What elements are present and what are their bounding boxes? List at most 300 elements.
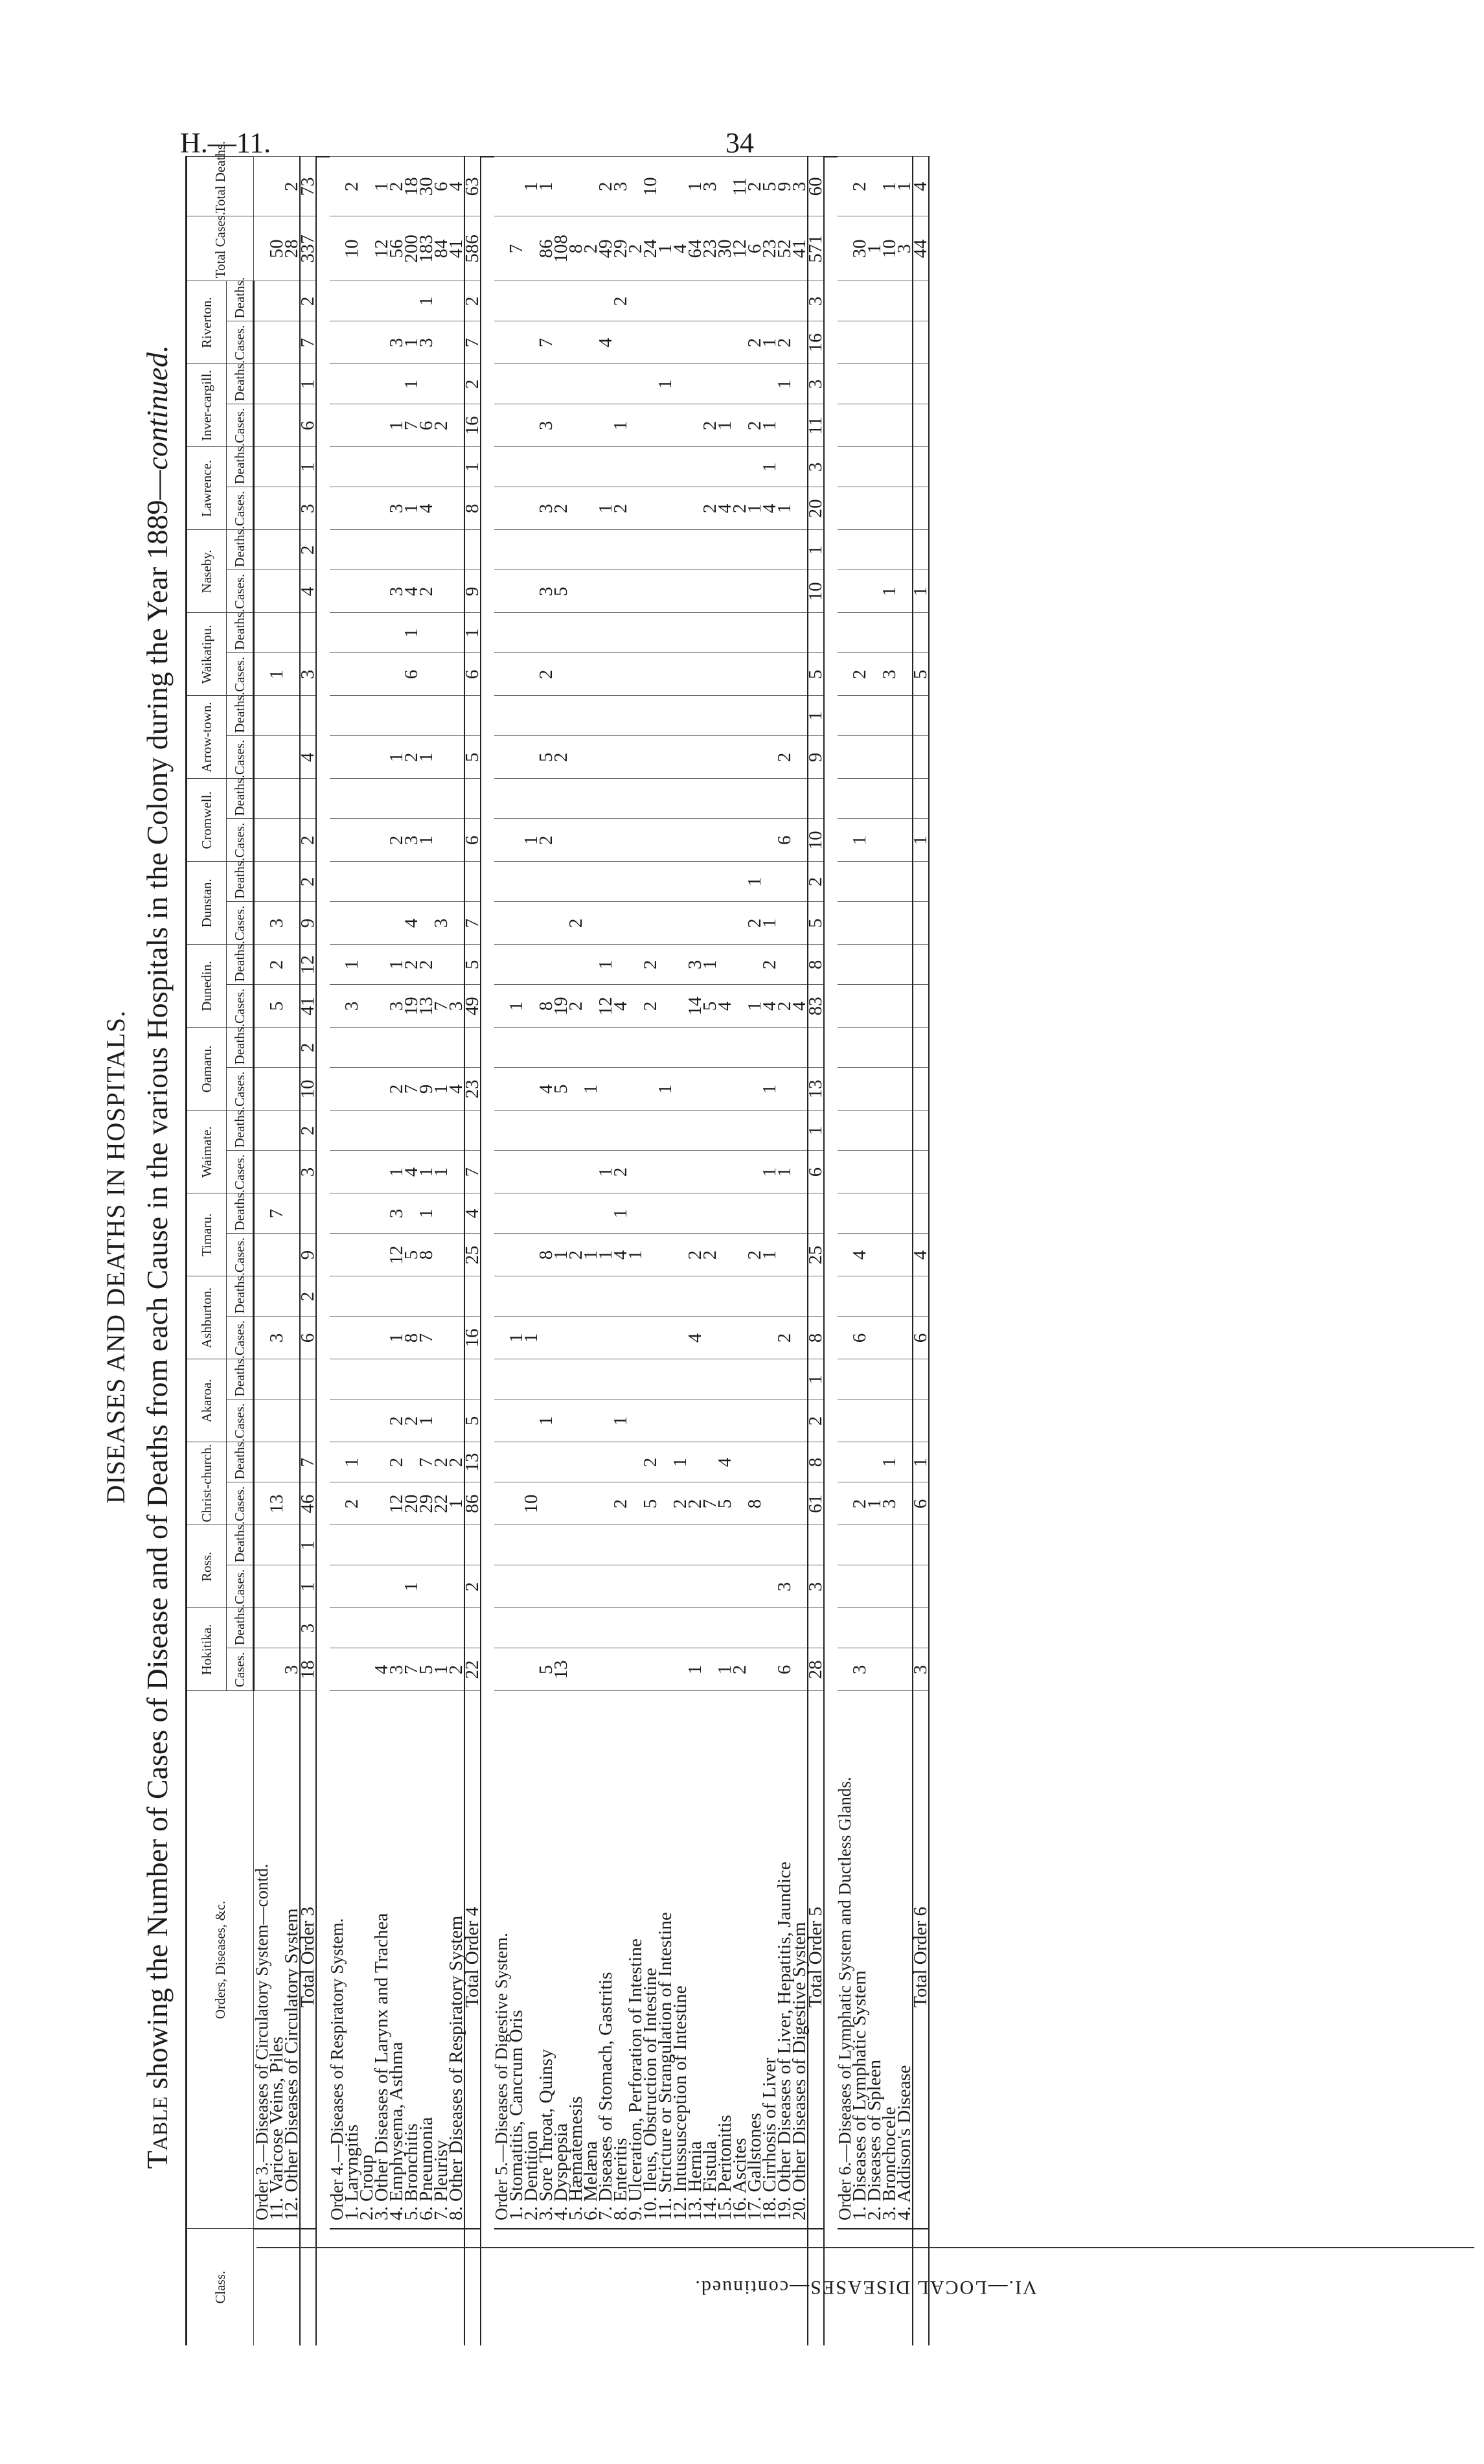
- cases-cell: [777, 570, 792, 613]
- cases-cell: [569, 404, 584, 447]
- deaths-cell: [748, 530, 762, 570]
- cases-cell: 1: [584, 1234, 599, 1276]
- cases-cell: 4: [419, 487, 434, 530]
- cases-cell: [569, 819, 584, 862]
- cases-cell: 12: [389, 1482, 404, 1525]
- cases-cell: 1: [389, 1317, 404, 1359]
- deaths-cell: [897, 1276, 913, 1317]
- cases-cell: 1: [404, 487, 419, 530]
- cases-cell: 1: [539, 1399, 554, 1442]
- deaths-cell: [539, 1442, 554, 1482]
- cases-cell: 16: [464, 404, 481, 447]
- disease-label: 3. Other Diseases of Larynx and Trachea: [374, 1691, 389, 2229]
- deaths-cell: [584, 1525, 599, 1565]
- deaths-cell: [882, 447, 897, 487]
- cases-cell: 3: [449, 985, 464, 1028]
- deaths-cell: [733, 1028, 748, 1068]
- cases-cell: [584, 819, 599, 862]
- deaths-cell: [389, 1608, 404, 1648]
- cases-cell: [345, 1068, 360, 1111]
- cases-cell: [643, 1151, 658, 1193]
- cases-cell: 13: [419, 985, 434, 1028]
- cases-cell: [897, 736, 913, 779]
- deaths-cell: [688, 862, 703, 902]
- total-cases-cell: 41: [449, 216, 464, 281]
- cases-cell: [628, 819, 643, 862]
- deaths-cell: [733, 530, 748, 570]
- deaths-cell: [777, 1608, 792, 1648]
- cases-cell: [345, 1317, 360, 1359]
- deaths-cell: [449, 1111, 464, 1151]
- deaths-cell: [494, 613, 509, 653]
- deaths-cell: [524, 1111, 539, 1151]
- cases-cell: [882, 487, 897, 530]
- deaths-cell: [464, 779, 481, 819]
- cases-cell: [599, 1648, 613, 1691]
- deaths-cell: [345, 696, 360, 736]
- cases-cell: [643, 1648, 658, 1691]
- deaths-cell: [509, 281, 524, 321]
- total-cases-cell: 49: [599, 216, 613, 281]
- deaths-cell: [718, 613, 733, 653]
- cases-cell: [330, 819, 345, 862]
- cases-cell: 2: [748, 404, 762, 447]
- cases-cell: 1: [613, 1399, 628, 1442]
- deaths-cell: [628, 779, 643, 819]
- cases-cell: 2: [643, 985, 658, 1028]
- cases-cell: [733, 1068, 748, 1111]
- deaths-cell: [539, 447, 554, 487]
- cases-cell: [643, 819, 658, 862]
- cases-cell: [330, 653, 345, 696]
- cases-cell: 2: [777, 321, 792, 364]
- deaths-cell: [584, 862, 599, 902]
- cases-cell: [554, 1565, 569, 1608]
- total-label: Total Order 4: [464, 1691, 481, 2229]
- deaths-cell: [913, 1608, 929, 1648]
- header-hospital: Cromwell.: [187, 779, 227, 862]
- cases-cell: [330, 1648, 345, 1691]
- deaths-cell: [434, 447, 449, 487]
- subheader-deaths: Deaths.: [227, 1028, 254, 1068]
- deaths-cell: [449, 862, 464, 902]
- cases-cell: 1: [762, 1068, 777, 1111]
- cases-cell: [718, 1565, 733, 1608]
- deaths-cell: [658, 1525, 673, 1565]
- deaths-cell: [345, 1111, 360, 1151]
- cases-cell: 20: [404, 1482, 419, 1525]
- deaths-cell: 2: [389, 1442, 404, 1482]
- disease-label: 6. Pneumonia: [419, 1691, 434, 2229]
- deaths-cell: [792, 1028, 808, 1068]
- deaths-cell: [569, 1442, 584, 1482]
- deaths-cell: [897, 945, 913, 985]
- cases-cell: 2: [554, 487, 569, 530]
- disease-label: 15. Peritonitis: [718, 1691, 733, 2229]
- cases-cell: [345, 1648, 360, 1691]
- total-row: [913, 157, 929, 2345]
- deaths-cell: [434, 779, 449, 819]
- cases-cell: [762, 1399, 777, 1442]
- deaths-cell: [464, 1608, 481, 1648]
- deaths-cell: [300, 696, 316, 736]
- deaths-cell: [330, 1276, 345, 1317]
- header-hospital: Timaru.: [187, 1193, 227, 1276]
- header-hospital: Inver-cargill.: [187, 364, 227, 447]
- cases-cell: 2: [613, 487, 628, 530]
- deaths-cell: [913, 1193, 929, 1234]
- cases-cell: [524, 1565, 539, 1608]
- cases-cell: 6: [464, 819, 481, 862]
- cases-cell: [494, 736, 509, 779]
- disease-label: 6. Melæna: [584, 1691, 599, 2229]
- deaths-cell: [269, 530, 284, 570]
- cases-cell: 9: [300, 902, 316, 945]
- cases-cell: [599, 736, 613, 779]
- cases-cell: [867, 736, 882, 779]
- deaths-cell: [330, 696, 345, 736]
- deaths-cell: [838, 447, 852, 487]
- deaths-cell: 1: [419, 281, 434, 321]
- deaths-cell: [554, 281, 569, 321]
- total-deaths-cell: 5: [762, 157, 777, 216]
- subheader-deaths: Deaths.: [227, 862, 254, 902]
- total-deaths-cell: 1: [897, 157, 913, 216]
- deaths-cell: [658, 862, 673, 902]
- deaths-cell: 2: [808, 862, 824, 902]
- cases-cell: [838, 570, 852, 613]
- deaths-cell: [792, 1193, 808, 1234]
- deaths-cell: [449, 1525, 464, 1565]
- deaths-cell: [584, 364, 599, 404]
- deaths-cell: [867, 696, 882, 736]
- total-cases-cell: 23: [762, 216, 777, 281]
- deaths-cell: [748, 1525, 762, 1565]
- cases-cell: 8: [539, 985, 554, 1028]
- cases-cell: [254, 1068, 270, 1111]
- cases-cell: 6: [300, 1317, 316, 1359]
- deaths-cell: [718, 1359, 733, 1399]
- cases-cell: [345, 1151, 360, 1193]
- cases-cell: [852, 1068, 867, 1111]
- cases-cell: [673, 1151, 688, 1193]
- total-cases-cell: 1: [867, 216, 882, 281]
- deaths-cell: [524, 696, 539, 736]
- cases-cell: [838, 487, 852, 530]
- cases-cell: [434, 1565, 449, 1608]
- cases-cell: [852, 404, 867, 447]
- cases-cell: 25: [464, 1234, 481, 1276]
- deaths-cell: [673, 862, 688, 902]
- cases-cell: 1: [389, 736, 404, 779]
- cases-cell: 1: [913, 819, 929, 862]
- cases-cell: 2: [688, 1482, 703, 1525]
- cases-cell: [748, 819, 762, 862]
- cases-cell: [345, 404, 360, 447]
- deaths-cell: 2: [300, 281, 316, 321]
- deaths-cell: [389, 530, 404, 570]
- cases-cell: [718, 819, 733, 862]
- deaths-cell: [748, 1442, 762, 1482]
- deaths-cell: [867, 779, 882, 819]
- cases-cell: 2: [569, 985, 584, 1028]
- cases-cell: [703, 1565, 718, 1608]
- cases-cell: [688, 819, 703, 862]
- cases-cell: [748, 1317, 762, 1359]
- deaths-cell: [569, 364, 584, 404]
- cases-cell: 4: [762, 985, 777, 1028]
- deaths-cell: 1: [300, 447, 316, 487]
- cases-cell: [897, 902, 913, 945]
- cases-cell: [360, 1234, 374, 1276]
- deaths-cell: [345, 1608, 360, 1648]
- cases-cell: [777, 1482, 792, 1525]
- deaths-cell: 2: [762, 945, 777, 985]
- deaths-cell: [613, 364, 628, 404]
- deaths-cell: [852, 862, 867, 902]
- deaths-cell: [748, 1359, 762, 1399]
- deaths-cell: [539, 1608, 554, 1648]
- table-row: [703, 157, 718, 2345]
- deaths-cell: 2: [404, 945, 419, 985]
- cases-cell: 1: [419, 1399, 434, 1442]
- cases-cell: [494, 321, 509, 364]
- cases-cell: [838, 902, 852, 945]
- cases-cell: 4: [852, 1234, 867, 1276]
- cases-cell: 2: [539, 653, 554, 696]
- cases-cell: [882, 1151, 897, 1193]
- cases-cell: 4: [613, 1234, 628, 1276]
- cases-cell: 3: [389, 487, 404, 530]
- deaths-cell: [658, 1359, 673, 1399]
- total-deaths-cell: 3: [703, 157, 718, 216]
- total-cases-cell: 30: [718, 216, 733, 281]
- cases-cell: [688, 1068, 703, 1111]
- deaths-cell: [867, 613, 882, 653]
- cases-cell: 4: [404, 570, 419, 613]
- cases-cell: 1: [599, 1234, 613, 1276]
- cases-cell: [733, 736, 748, 779]
- deaths-cell: [389, 447, 404, 487]
- total-deaths-cell: 3: [792, 157, 808, 216]
- cases-cell: 9: [464, 570, 481, 613]
- deaths-cell: 2: [643, 1442, 658, 1482]
- cases-cell: 1: [524, 1317, 539, 1359]
- cases-cell: [838, 321, 852, 364]
- deaths-cell: [733, 613, 748, 653]
- deaths-cell: [748, 1111, 762, 1151]
- cases-cell: [509, 1648, 524, 1691]
- deaths-cell: [777, 862, 792, 902]
- cases-cell: [330, 1317, 345, 1359]
- deaths-cell: [808, 1193, 824, 1234]
- cases-cell: [509, 902, 524, 945]
- cases-cell: 3: [345, 985, 360, 1028]
- cases-cell: [345, 819, 360, 862]
- deaths-cell: [913, 779, 929, 819]
- deaths-cell: [897, 1193, 913, 1234]
- total-cases-cell: 52: [777, 216, 792, 281]
- deaths-cell: [792, 1276, 808, 1317]
- deaths-cell: [330, 1193, 345, 1234]
- page-header-left: H.—11.: [180, 127, 271, 159]
- deaths-cell: [345, 1525, 360, 1565]
- cases-cell: 6: [300, 404, 316, 447]
- cases-cell: [673, 653, 688, 696]
- deaths-cell: [254, 281, 270, 321]
- cases-cell: [284, 1399, 300, 1442]
- deaths-cell: [673, 1111, 688, 1151]
- cases-cell: [360, 570, 374, 613]
- deaths-cell: [360, 696, 374, 736]
- deaths-cell: 2: [613, 281, 628, 321]
- deaths-cell: [733, 1525, 748, 1565]
- cases-cell: [733, 1151, 748, 1193]
- cases-cell: 10: [808, 819, 824, 862]
- deaths-cell: [777, 530, 792, 570]
- cases-cell: [569, 653, 584, 696]
- cases-cell: [913, 487, 929, 530]
- cases-cell: [658, 1399, 673, 1442]
- deaths-cell: [688, 1028, 703, 1068]
- cases-cell: 2: [777, 1317, 792, 1359]
- cases-cell: [673, 321, 688, 364]
- total-cases-cell: 23: [703, 216, 718, 281]
- subheader-cases: Cases.: [227, 570, 254, 613]
- cases-cell: [330, 404, 345, 447]
- deaths-cell: [852, 1111, 867, 1151]
- cases-cell: [838, 1151, 852, 1193]
- deaths-cell: [658, 696, 673, 736]
- deaths-cell: [569, 945, 584, 985]
- cases-cell: 5: [718, 1482, 733, 1525]
- total-cases-cell: 50: [269, 216, 284, 281]
- deaths-cell: [838, 696, 852, 736]
- total-deaths-cell: 10: [643, 157, 658, 216]
- cases-cell: [330, 1234, 345, 1276]
- cases-cell: 2: [733, 487, 748, 530]
- cases-cell: 1: [882, 570, 897, 613]
- deaths-cell: [569, 1028, 584, 1068]
- deaths-cell: [777, 779, 792, 819]
- deaths-cell: 3: [808, 447, 824, 487]
- deaths-cell: [509, 779, 524, 819]
- cases-cell: [882, 1068, 897, 1111]
- total-cases-cell: 44: [913, 216, 929, 281]
- deaths-cell: [643, 1359, 658, 1399]
- deaths-cell: [524, 862, 539, 902]
- disease-label: 4. Dyspepsia: [554, 1691, 569, 2229]
- cases-cell: [584, 736, 599, 779]
- cases-cell: 13: [808, 1068, 824, 1111]
- disease-label: 20. Other Diseases of Digestive System: [792, 1691, 808, 2229]
- deaths-cell: [494, 1193, 509, 1234]
- cases-cell: [584, 1399, 599, 1442]
- cases-cell: 2: [404, 736, 419, 779]
- deaths-cell: [718, 696, 733, 736]
- cases-cell: [494, 1648, 509, 1691]
- cases-cell: [254, 570, 270, 613]
- cases-cell: [509, 1565, 524, 1608]
- total-cases-cell: 1: [658, 216, 673, 281]
- cases-cell: 3: [882, 653, 897, 696]
- deaths-cell: [882, 1276, 897, 1317]
- cases-cell: 86: [464, 1482, 481, 1525]
- deaths-cell: [404, 447, 419, 487]
- cases-cell: [913, 985, 929, 1028]
- deaths-cell: [718, 1608, 733, 1648]
- deaths-cell: [913, 1276, 929, 1317]
- cases-cell: [852, 570, 867, 613]
- cases-cell: 7: [404, 1648, 419, 1691]
- deaths-cell: [254, 1028, 270, 1068]
- deaths-cell: [897, 281, 913, 321]
- deaths-cell: [808, 1608, 824, 1648]
- cases-cell: [360, 902, 374, 945]
- cases-cell: [628, 1068, 643, 1111]
- cases-cell: 2: [777, 736, 792, 779]
- deaths-cell: [554, 1525, 569, 1565]
- deaths-cell: 5: [464, 945, 481, 985]
- deaths-cell: [658, 1608, 673, 1648]
- deaths-cell: [777, 696, 792, 736]
- deaths-cell: [643, 1028, 658, 1068]
- deaths-cell: [867, 1193, 882, 1234]
- deaths-cell: [628, 1359, 643, 1399]
- total-deaths-cell: 18: [404, 157, 419, 216]
- total-cases-cell: 337: [300, 216, 316, 281]
- deaths-cell: [569, 530, 584, 570]
- cases-cell: [718, 1068, 733, 1111]
- cases-cell: [269, 321, 284, 364]
- deaths-cell: [584, 1193, 599, 1234]
- total-cases-cell: 3: [897, 216, 913, 281]
- deaths-cell: 2: [419, 945, 434, 985]
- cases-cell: 1: [419, 819, 434, 862]
- deaths-cell: [748, 1608, 762, 1648]
- deaths-cell: [882, 1608, 897, 1648]
- cases-cell: [269, 1234, 284, 1276]
- cases-cell: [688, 1399, 703, 1442]
- deaths-cell: [539, 1028, 554, 1068]
- cases-cell: [494, 487, 509, 530]
- deaths-cell: [673, 281, 688, 321]
- cases-cell: [733, 819, 748, 862]
- deaths-cell: [852, 530, 867, 570]
- cases-cell: [718, 570, 733, 613]
- cases-cell: 19: [554, 985, 569, 1028]
- deaths-cell: 2: [300, 862, 316, 902]
- total-deaths-cell: 6: [434, 157, 449, 216]
- cases-cell: 1: [748, 985, 762, 1028]
- cases-cell: [345, 653, 360, 696]
- disease-label: 4. Addison's Disease: [897, 1691, 913, 2229]
- deaths-cell: [882, 1111, 897, 1151]
- cases-cell: 3: [269, 1317, 284, 1359]
- deaths-cell: [254, 862, 270, 902]
- deaths-cell: [658, 779, 673, 819]
- deaths-cell: 3: [808, 281, 824, 321]
- cases-cell: 4: [404, 902, 419, 945]
- deaths-cell: [882, 281, 897, 321]
- deaths-cell: [345, 447, 360, 487]
- deaths-cell: 3: [808, 364, 824, 404]
- header-total-cases: Total Cases.: [187, 216, 254, 281]
- subheader-deaths: Deaths.: [227, 1276, 254, 1317]
- cases-cell: [643, 321, 658, 364]
- subheader-cases: Cases.: [227, 985, 254, 1028]
- cases-cell: [360, 1151, 374, 1193]
